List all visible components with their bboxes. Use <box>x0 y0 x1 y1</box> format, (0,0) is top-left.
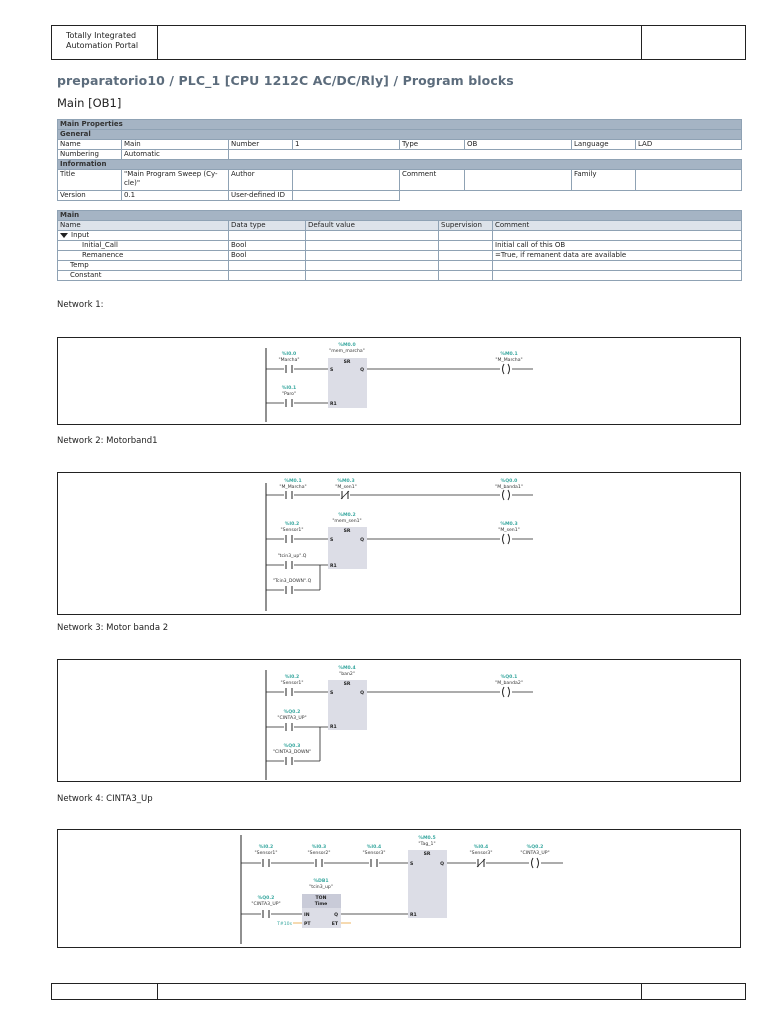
sr-block-mem-marcha[interactable] <box>328 342 367 408</box>
row-comment <box>493 261 742 271</box>
contact-no-tcin3-down-q[interactable] <box>273 578 312 594</box>
ton-sublabel: Time <box>314 902 328 907</box>
sr-block-tag-1[interactable] <box>408 835 447 918</box>
ton-timer-block[interactable] <box>302 878 341 928</box>
row-name-text: Input <box>71 231 90 239</box>
row-default <box>306 241 439 251</box>
row-supervision <box>439 231 493 241</box>
contact-address: %I0.1 <box>281 386 297 391</box>
row-type <box>229 261 306 271</box>
sr-label: SR <box>343 529 351 534</box>
col-default-value: Default value <box>306 221 439 231</box>
coil-tag: "M_banda1" <box>495 485 523 490</box>
footer-right-cell <box>641 984 745 999</box>
main-properties-header: Main Properties <box>58 120 742 130</box>
pin-r1: R1 <box>410 913 417 918</box>
portal-label-line2: Automation Portal <box>66 41 139 50</box>
contact-tag: "M_sen1" <box>335 485 357 490</box>
sr-label: SR <box>343 682 351 687</box>
contact-address: %I0.3 <box>311 845 327 850</box>
coil-tag: "M_banda2" <box>495 681 523 686</box>
ton-address: %DB1 <box>313 879 329 884</box>
contact-no-sensor2[interactable] <box>308 844 331 867</box>
pin-s: S <box>330 691 334 696</box>
pin-r1: R1 <box>330 725 337 730</box>
coil-m-banda1[interactable] <box>495 478 523 500</box>
row-name: Constant <box>58 271 229 281</box>
comment-label: Comment <box>400 170 465 191</box>
row-supervision <box>439 261 493 271</box>
empty-cell <box>229 150 742 160</box>
contact-no-cinta3-down[interactable] <box>273 743 311 765</box>
row-comment: Initial call of this OB <box>493 241 742 251</box>
contact-address: %Q0.2 <box>257 896 275 901</box>
pin-s: S <box>410 862 414 867</box>
contact-no-marcha[interactable] <box>278 351 299 373</box>
contact-tag: "M_Marcha" <box>279 485 307 490</box>
sr-tag: "ban2" <box>339 672 355 677</box>
family-label: Family <box>572 170 636 191</box>
number-value: 1 <box>293 140 400 150</box>
pin-q: Q <box>360 691 364 696</box>
sr-address: %M0.4 <box>338 666 356 671</box>
contact-address: %I0.2 <box>284 522 300 527</box>
contact-tag: "Sensor3" <box>469 851 493 856</box>
numbering-value: Automatic <box>122 150 229 160</box>
network-1-ladder <box>58 338 742 426</box>
contact-tag: "Marcha" <box>278 358 300 363</box>
row-default <box>306 261 439 271</box>
portal-label-line1: Totally Integrated <box>66 31 137 40</box>
contact-tag: "Sensor1" <box>254 851 278 856</box>
row-supervision <box>439 241 493 251</box>
sr-block-mem-sen1[interactable] <box>328 512 367 569</box>
sr-address: %M0.0 <box>338 343 356 348</box>
coil-tag: "CINTA3_UP" <box>520 851 550 856</box>
sr-block-ban2[interactable] <box>328 665 367 730</box>
col-data-type: Data type <box>229 221 306 231</box>
general-header: General <box>58 130 742 140</box>
language-label: Language <box>572 140 636 150</box>
coil-m-marcha[interactable] <box>495 351 533 374</box>
page-footer <box>51 983 746 1000</box>
collapse-triangle-icon[interactable] <box>60 233 68 238</box>
row-default <box>306 231 439 241</box>
pin-r1: R1 <box>330 564 337 569</box>
language-value: LAD <box>636 140 742 150</box>
header-right-cell <box>641 26 745 59</box>
type-value: OB <box>465 140 572 150</box>
coil-m-banda2[interactable] <box>495 674 523 697</box>
row-comment <box>493 231 742 241</box>
contact-address: %I0.2 <box>258 845 274 850</box>
contact-no-sensor1[interactable] <box>281 521 304 543</box>
network-3-title: Network 3: Motor banda 2 <box>57 623 169 633</box>
pin-q: Q <box>334 913 338 918</box>
contact-tag: "Sensor3" <box>362 851 386 856</box>
pin-pt: PT <box>304 922 311 927</box>
contact-address: %M0.3 <box>337 479 355 484</box>
contact-no-cinta3-up[interactable] <box>277 709 306 731</box>
row-name <box>58 231 229 241</box>
coil-address: %Q0.1 <box>500 675 518 680</box>
contact-tag: "CINTA3_UP" <box>277 716 307 721</box>
block-subtitle: Main [OB1] <box>57 96 122 110</box>
contact-address: %I0.4 <box>473 845 489 850</box>
row-type <box>229 271 306 281</box>
contact-address: %I0.2 <box>284 675 300 680</box>
page-title: preparatorio10 / PLC_1 [CPU 1212C AC/DC/Rly] / Program blocks <box>57 73 514 88</box>
col-comment: Comment <box>493 221 742 231</box>
sr-label: SR <box>343 360 351 365</box>
interface-header: Main <box>58 211 742 221</box>
network-3-box <box>57 659 741 782</box>
title-value: "Main Program Sweep (Cy-cle)" <box>122 170 229 191</box>
name-value: Main <box>122 140 229 150</box>
pin-et: ET <box>331 922 338 927</box>
name-label: Name <box>58 140 122 150</box>
row-type: Bool <box>229 241 306 251</box>
empty-cell <box>400 191 742 201</box>
network-2-title: Network 2: Motorband1 <box>57 436 158 446</box>
contact-no-m-marcha[interactable] <box>279 478 306 499</box>
contact-tag: "Tcin3_DOWN".Q <box>272 579 312 584</box>
title-label: Title <box>58 170 122 191</box>
network-4-box <box>57 829 741 948</box>
table-row <box>58 241 742 251</box>
comment-value <box>465 170 572 191</box>
portal-label <box>52 26 158 59</box>
row-supervision <box>439 271 493 281</box>
table-row <box>58 231 742 241</box>
table-row <box>58 271 742 281</box>
numbering-label: Numbering <box>58 150 122 160</box>
pin-in: IN <box>304 913 310 918</box>
contact-tag: "Paro" <box>281 392 297 397</box>
contact-tag: "Sensor1" <box>280 528 304 533</box>
sr-tag: "Tag_1" <box>418 842 436 847</box>
version-label: Version <box>58 191 122 201</box>
row-type: Bool <box>229 251 306 261</box>
network-4-title: Network 4: CINTA3_Up <box>57 794 153 804</box>
coil-address: %Q0.0 <box>500 479 518 484</box>
information-header: Information <box>58 160 742 170</box>
coil-tag: "M_Marcha" <box>495 358 523 363</box>
contact-no-sensor1[interactable] <box>281 674 304 696</box>
contact-nc-sensor3[interactable] <box>470 844 493 867</box>
row-comment <box>493 271 742 281</box>
contact-tag: "Sensor2" <box>307 851 331 856</box>
contact-address: %Q0.3 <box>283 744 301 749</box>
row-type <box>229 231 306 241</box>
row-name: Initial_Call <box>58 241 229 251</box>
network-1-title: Network 1: <box>57 300 104 310</box>
network-4-ladder <box>58 830 742 949</box>
contact-no-sensor3[interactable] <box>363 844 386 867</box>
table-row <box>58 261 742 271</box>
pin-s: S <box>330 538 334 543</box>
coil-m-sen1[interactable] <box>498 521 520 544</box>
contact-no-sensor1[interactable] <box>255 844 278 867</box>
sr-address: %M0.5 <box>418 836 436 841</box>
sr-label: SR <box>423 852 431 857</box>
coil-tag: "M_sen1" <box>498 528 520 533</box>
properties-table <box>57 119 742 201</box>
row-name: Temp <box>58 261 229 271</box>
contact-tag: "tcin3_up".Q <box>277 554 307 559</box>
coil-cinta3-up[interactable] <box>520 844 549 868</box>
sr-address: %M0.2 <box>338 513 356 518</box>
contact-tag: "CINTA3_DOWN" <box>272 750 312 755</box>
page-header <box>51 25 746 60</box>
contact-no-paro[interactable] <box>282 385 296 407</box>
footer-left-cell <box>52 984 158 999</box>
ton-preset-value[interactable]: T#10s <box>277 922 292 927</box>
contact-address: %Q0.2 <box>283 710 301 715</box>
row-name: Remanence <box>58 251 229 261</box>
contact-tag: "Sensor1" <box>280 681 304 686</box>
ton-tag: "tcin3_up" <box>309 885 333 890</box>
user-id-label: User-defined ID <box>229 191 293 201</box>
network-3-ladder <box>58 660 742 783</box>
pin-s: S <box>330 368 334 373</box>
contact-address: %I0.0 <box>281 352 297 357</box>
row-supervision <box>439 251 493 261</box>
ton-label: TON <box>315 896 327 901</box>
table-row <box>58 251 742 261</box>
author-label: Author <box>229 170 293 191</box>
contact-no-tcin3-up-q[interactable] <box>278 553 307 569</box>
network-2-box <box>57 472 741 615</box>
number-label: Number <box>229 140 293 150</box>
interface-table <box>57 210 742 281</box>
col-name: Name <box>58 221 229 231</box>
version-value: 0.1 <box>122 191 229 201</box>
contact-no-cinta3-up[interactable] <box>251 895 280 918</box>
contact-address: %I0.4 <box>366 845 382 850</box>
pin-q: Q <box>440 862 444 867</box>
row-comment: =True, if remanent data are available <box>493 251 742 261</box>
contact-tag: "CINTA3_UP" <box>251 902 281 907</box>
contact-address: %M0.1 <box>284 479 302 484</box>
col-supervision: Supervision <box>439 221 493 231</box>
family-value <box>636 170 742 191</box>
pin-r1: R1 <box>330 402 337 407</box>
coil-address: %M0.1 <box>500 352 518 357</box>
type-label: Type <box>400 140 465 150</box>
row-default <box>306 251 439 261</box>
coil-address: %M0.3 <box>500 522 518 527</box>
author-value <box>293 170 400 191</box>
user-id-value <box>293 191 400 201</box>
sr-tag: "mem_sen1" <box>332 519 362 524</box>
sr-tag: "mem_marcha" <box>329 349 365 354</box>
network-1-box <box>57 337 741 425</box>
network-2-ladder <box>58 473 742 616</box>
coil-address: %Q0.2 <box>526 845 544 850</box>
pin-q: Q <box>360 368 364 373</box>
row-default <box>306 271 439 281</box>
pin-q: Q <box>360 538 364 543</box>
contact-nc-m-sen1[interactable] <box>335 478 357 499</box>
